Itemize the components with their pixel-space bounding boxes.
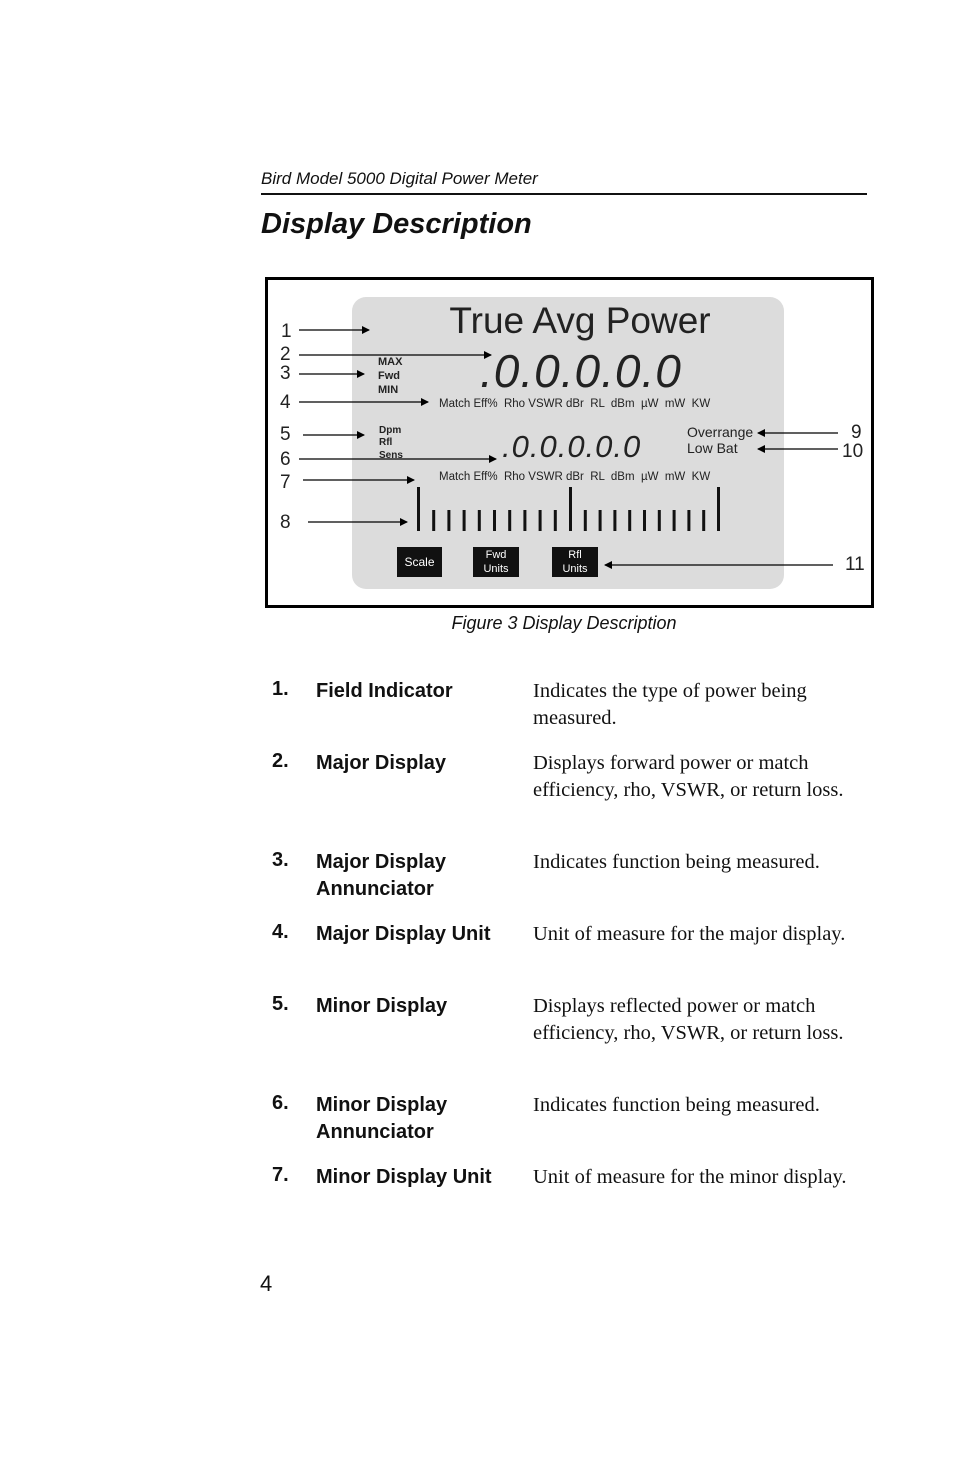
- item-term: Minor Display Annunciator: [316, 1094, 448, 1143]
- item-number: 5.: [272, 993, 289, 1015]
- bar-tick-minor: [447, 510, 450, 531]
- item-number: 2.: [272, 750, 289, 772]
- section-title: Display Description: [261, 208, 532, 240]
- bar-tick-minor: [613, 510, 616, 531]
- major-display: .0.0.0.0.0: [480, 345, 682, 397]
- item-number: 3.: [272, 849, 289, 871]
- minor-annunciator-sens: Sens: [379, 450, 403, 461]
- item-description: Indicates function being measured.: [533, 851, 820, 873]
- bar-tick-minor: [599, 510, 602, 531]
- item-number: 1.: [272, 678, 289, 700]
- bar-tick-minor: [554, 510, 557, 531]
- item-description: Displays forward power or match efficiency, rho, VSWR, or return loss.: [533, 752, 844, 801]
- scale-button[interactable]: [397, 547, 442, 577]
- rfl-units-button[interactable]: [552, 547, 598, 577]
- major-display-units: Match Eff% Rho VSWR dBr RL dBm µW mW KW: [439, 398, 711, 410]
- bar-tick-minor: [463, 510, 466, 531]
- callout-2: 2: [280, 344, 291, 365]
- item-term: Minor Display: [316, 995, 448, 1017]
- item-term: Major Display Unit: [316, 923, 491, 945]
- item-term: Field Indicator: [316, 680, 453, 702]
- minor-annunciator-dpm: Dpm: [379, 425, 402, 436]
- status-low-bat: Low Bat: [687, 440, 738, 456]
- page-number: 4: [260, 1271, 273, 1296]
- item-term: Major Display Annunciator: [316, 851, 447, 900]
- minor-annunciator-rfl: Rfl: [379, 437, 393, 448]
- bar-tick-minor: [628, 510, 631, 531]
- figure-caption: Figure 3 Display Description: [451, 613, 677, 633]
- major-annunciator-min: MIN: [378, 384, 399, 396]
- scale-button-label: Scale: [404, 555, 435, 569]
- bar-tick-minor: [643, 510, 646, 531]
- major-annunciator-max: MAX: [378, 356, 403, 368]
- callout-5: 5: [280, 424, 291, 445]
- bar-tick-minor: [478, 510, 481, 531]
- item-description: Unit of measure for the major display.: [533, 923, 846, 945]
- callout-11: 11: [845, 554, 865, 575]
- fwd-units-label-1: Fwd: [485, 549, 507, 561]
- bar-tick-minor: [687, 510, 690, 531]
- item-number: 7.: [272, 1164, 289, 1186]
- bar-tick-minor: [493, 510, 496, 531]
- rfl-units-label-2: Units: [562, 563, 588, 575]
- bar-tick-minor: [584, 510, 587, 531]
- status-overrange: Overrange: [687, 424, 754, 440]
- field-indicator: True Avg Power: [449, 300, 711, 341]
- major-annunciator-fwd: Fwd: [378, 370, 400, 382]
- minor-display: .0.0.0.0.0: [502, 429, 642, 464]
- bar-tick-minor: [539, 510, 542, 531]
- bar-tick-minor: [673, 510, 676, 531]
- item-description: Displays reflected power or match efficiency, rho, VSWR, or return loss.: [533, 995, 844, 1044]
- running-header: Bird Model 5000 Digital Power Meter: [261, 169, 538, 188]
- callout-9: 9: [851, 422, 862, 443]
- rfl-units-label-1: Rfl: [568, 549, 582, 561]
- item-term: Major Display: [316, 752, 447, 774]
- bar-tick-minor: [702, 510, 705, 531]
- bar-tick-major: [417, 487, 420, 531]
- fwd-units-label-2: Units: [483, 563, 509, 575]
- bar-tick-major: [717, 487, 720, 531]
- callout-3: 3: [280, 363, 291, 384]
- callout-8: 8: [280, 512, 291, 533]
- minor-display-units: Match Eff% Rho VSWR dBr RL dBm µW mW KW: [439, 471, 711, 483]
- item-number: 6.: [272, 1092, 289, 1114]
- display-figure: [265, 277, 874, 608]
- bar-tick-major: [569, 487, 572, 531]
- callout-6: 6: [280, 449, 291, 470]
- bar-tick-minor: [508, 510, 511, 531]
- bar-tick-minor: [523, 510, 526, 531]
- item-description: Indicates the type of power being measured.: [533, 680, 807, 729]
- item-description: Unit of measure for the minor display.: [533, 1166, 847, 1188]
- display-diagram: [268, 280, 871, 605]
- item-description: Indicates function being measured.: [533, 1094, 820, 1116]
- bar-tick-minor: [432, 510, 435, 531]
- callout-10: 10: [842, 441, 864, 462]
- header-rule: [261, 193, 867, 195]
- callout-4: 4: [280, 392, 291, 413]
- callout-7: 7: [280, 472, 291, 493]
- fwd-units-button[interactable]: [473, 547, 519, 577]
- item-number: 4.: [272, 921, 289, 943]
- callout-1: 1: [281, 321, 292, 342]
- item-term: Minor Display Unit: [316, 1166, 492, 1188]
- bar-tick-minor: [658, 510, 661, 531]
